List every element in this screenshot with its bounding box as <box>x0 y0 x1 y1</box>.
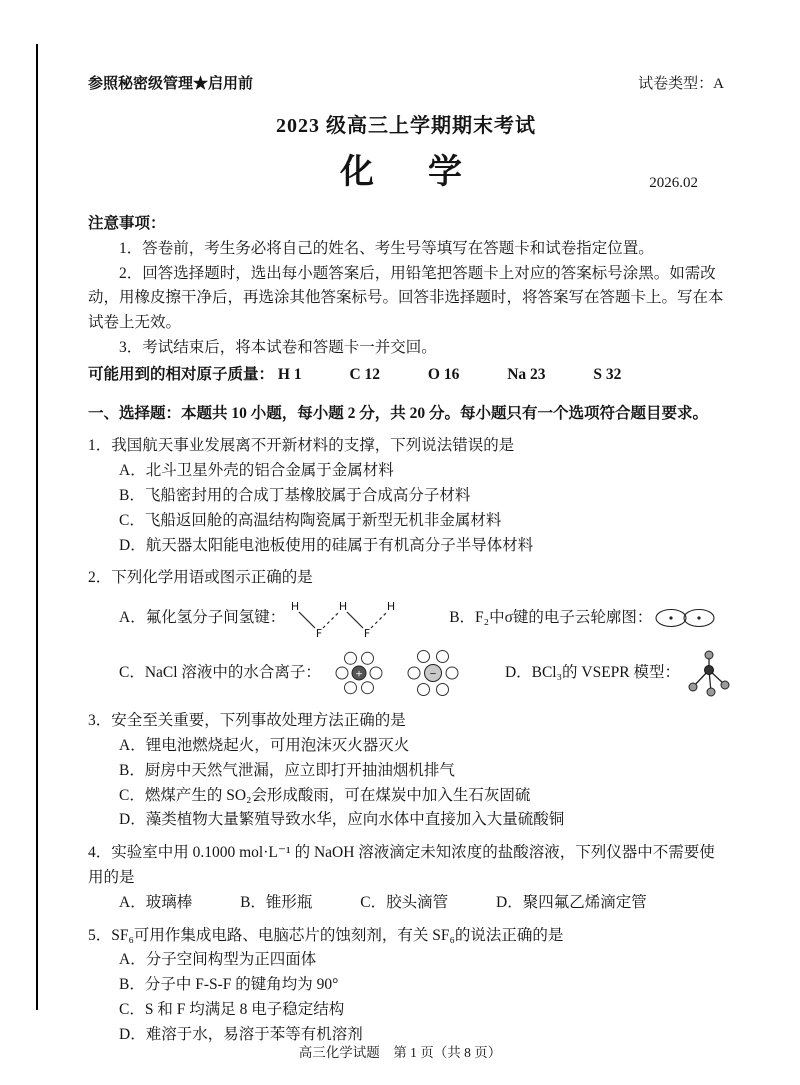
exam-date: 2026.02 <box>649 175 698 191</box>
note-item-2: 2．回答选择题时，选出每小题答案后，用铅笔把答题卡上对应的答案标号涂黑。如需改动，用橡皮擦干净后，再选涂其他答案标号。回答非选择题时，将答案写在答题卡上。写在本试卷上无效。 <box>88 264 724 332</box>
electron-cloud-diagram <box>652 605 718 631</box>
question-5-stem: 5．SF₆可用作集成电路、电脑芯片的蚀刻剂，有关 SF₆的说法正确的是 <box>88 926 564 944</box>
mass-h: H 1 <box>277 365 302 383</box>
anion-sign: − <box>429 669 437 680</box>
atom-label: H <box>291 600 300 614</box>
atomic-mass-label: 可能用到的相对原子质量： <box>88 365 275 383</box>
water-molecule <box>344 652 356 664</box>
question-3 <box>88 709 724 833</box>
water-molecule <box>336 667 348 679</box>
exam-title: 2023 级高三上学期期末考试 <box>276 115 536 137</box>
nucleus-dot <box>670 617 673 620</box>
q4-option-c: C．胶头滴管 <box>360 893 449 911</box>
water-molecule <box>408 667 420 679</box>
central-atom-ball <box>705 666 714 675</box>
note-item-1: 1．答卷前，考生务必将自己的姓名、考生号等填写在答题卡和试卷指定位置。 <box>119 239 654 257</box>
mass-c: C 12 <box>349 365 381 383</box>
question-2 <box>88 566 724 701</box>
q2-row-cd <box>88 645 724 701</box>
water-molecule <box>370 667 382 679</box>
q2-cell-d <box>505 648 738 698</box>
hf-bond-line <box>347 612 363 628</box>
hydrogen-bond-diagram <box>285 595 403 641</box>
classification-notice: 参照秘密级管理★启用前 <box>88 76 254 92</box>
paper-body <box>88 212 724 1048</box>
q3-option-c: C．燃煤产生的 SO₂会形成酸雨，可在煤炭中加入生石灰固硫 <box>119 786 531 804</box>
subject-title: 化 学 <box>340 154 472 191</box>
q3-option-b: B．厨房中天然气泄漏，应立即打开抽油烟机排气 <box>119 761 455 779</box>
q1-option-b: B．飞船密封用的合成丁基橡胶属于合成高分子材料 <box>119 486 471 504</box>
water-molecule <box>436 651 448 663</box>
question-3-options <box>88 734 724 833</box>
q5-option-c: C．S 和 F 均满足 8 电子稳定结构 <box>119 1000 345 1018</box>
q2-cell-b <box>449 605 718 631</box>
mass-s: S 32 <box>593 365 622 383</box>
paper-type: 试卷类型：A <box>638 76 724 92</box>
subject-row <box>88 144 724 196</box>
q5-option-d: D．难溶于水，易溶于苯等有机溶剂 <box>119 1025 363 1043</box>
question-2-stem: 2．下列化学用语或图示正确的是 <box>88 569 313 587</box>
hydrogen-bond-dashed-line <box>323 612 339 628</box>
vsepr-model-diagram <box>680 648 738 698</box>
atom-label: H <box>387 600 396 614</box>
nucleus-dot <box>698 617 701 620</box>
terminal-atom-ball <box>707 688 715 696</box>
atomic-mass-line <box>88 363 724 388</box>
notes-heading: 注意事项： <box>88 215 166 232</box>
q5-option-b: B．分子中 F-S-F 的键角均为 90° <box>119 976 339 994</box>
terminal-atom-ball <box>689 683 697 691</box>
water-molecule <box>361 682 373 694</box>
question-5 <box>88 924 724 1048</box>
question-5-options <box>88 948 724 1047</box>
water-molecule <box>344 682 356 694</box>
section-title: 一、选择题：本题共 10 小题，每小题 2 分，共 20 分。每小题只有一个选项符合题目要求。 <box>88 404 709 422</box>
q3-option-d: D．藻类植物大量繁殖导致水华，应向水体中直接加入大量硫酸铜 <box>119 811 565 829</box>
q2-option-c-label: C．NaCl 溶液中的水合离子： <box>119 663 321 681</box>
q4-option-d: D．聚四氟乙烯滴定管 <box>496 893 647 911</box>
question-3-stem: 3．安全至关重要，下列事故处理方法正确的是 <box>88 712 406 730</box>
question-1 <box>88 434 724 558</box>
atom-label: F <box>364 627 371 641</box>
q2-option-a-label: A．氟化氢分子间氢键： <box>119 608 286 626</box>
q2-row-ab <box>88 595 724 641</box>
question-4-stem: 4．实验室中用 0.1000 mol·L⁻¹ 的 NaOH 溶液滴定未知浓度的盐酸溶液，下列仪器中不需要使用的是 <box>88 844 715 886</box>
water-molecule <box>417 684 429 696</box>
q4-option-b: B．锥形瓶 <box>240 893 313 911</box>
q2-option-d-label: D．BCl₃的 VSEPR 模型： <box>504 663 681 681</box>
water-molecule <box>446 667 458 679</box>
water-molecule <box>361 652 373 664</box>
q3-option-a: A．锂电池燃烧起火，可用泡沫灭火器灭火 <box>119 736 410 754</box>
atom-label: H <box>339 600 348 614</box>
mass-na: Na 23 <box>507 365 546 383</box>
question-4-options <box>88 891 724 916</box>
q2-option-b-label: B．F₂中σ键的电子云轮廓图： <box>449 608 653 626</box>
water-molecule <box>417 651 429 663</box>
hydrogen-bond-dashed-line <box>371 612 387 628</box>
q1-option-a: A．北斗卫星外壳的铝合金属于金属材料 <box>119 462 394 480</box>
question-1-options <box>88 459 724 558</box>
terminal-atom-ball <box>705 651 713 659</box>
terminal-atom-ball <box>721 681 729 689</box>
hydrated-ion-diagram <box>321 645 471 701</box>
q5-option-a: A．分子空间构型为正四面体 <box>119 951 317 969</box>
header <box>88 72 724 93</box>
note-item-3: 3．考试结束后，将本试卷和答题卡一并交回。 <box>119 338 437 356</box>
page-footer: 高三化学试题 第 1 页（共 8 页） <box>298 1045 502 1060</box>
q1-option-d: D．航天器太阳能电池板使用的硅属于有机高分子半导体材料 <box>119 536 534 554</box>
atom-label: F <box>316 627 323 641</box>
mass-o: O 16 <box>427 365 460 383</box>
water-molecule <box>436 684 448 696</box>
cation-sign: + <box>355 669 363 680</box>
question-1-stem: 1．我国航天事业发展离不开新材料的支撑，下列说法错误的是 <box>88 437 515 455</box>
question-4 <box>88 841 724 915</box>
q4-option-a: A．玻璃棒 <box>119 893 193 911</box>
hf-bond-line <box>299 612 315 628</box>
q1-option-c: C．飞船返回舱的高温结构陶瓷属于新型无机非金属材料 <box>119 511 502 529</box>
